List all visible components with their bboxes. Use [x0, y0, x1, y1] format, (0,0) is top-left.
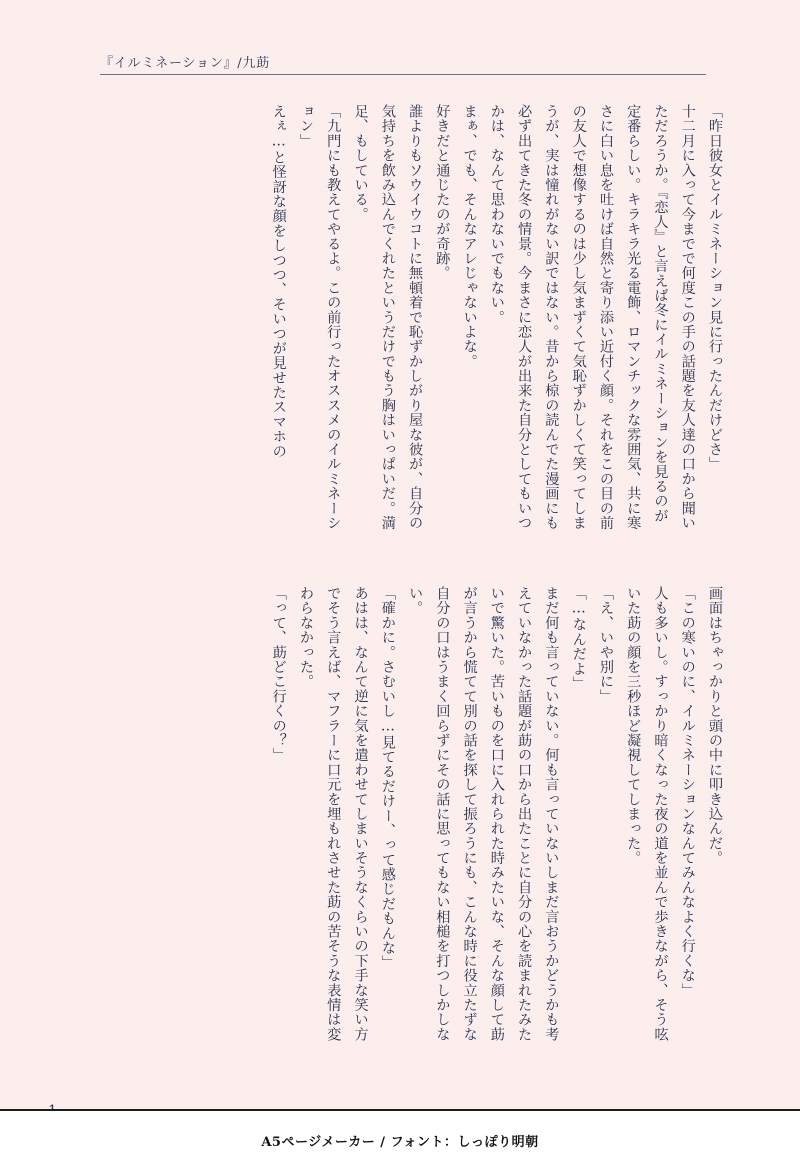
header-divider: [100, 74, 706, 75]
footer-divider: [0, 1109, 800, 1111]
paragraph: 「って、莇どこ行くの？」: [270, 586, 287, 763]
paragraph: 「…なんだよ」: [570, 586, 587, 691]
paragraph: まぁ、でも、そんなアレじゃないよな。: [461, 104, 478, 369]
paragraph: えぇ…と怪訝な顔をしつつ、そいつが見せたスマホの: [270, 104, 287, 459]
page-footer: [0, 1109, 800, 1171]
paragraph: 「昨日彼女とイルミネーション見に行ったんだけどさ」: [707, 104, 723, 472]
paragraph: 「この寒いのに、イルミネーションなんてみんなよく行くな」: [679, 586, 696, 998]
page-body: [72, 86, 728, 1041]
paragraph: 好きだと通じたのが奇跡。: [434, 104, 451, 281]
paragraph: 「確かに。さむいし…見てるだけー、って感じだもんな」: [379, 586, 396, 970]
paragraph: 誰よりもソウイウコトに無頓着で恥ずかしがり屋な彼が、自分の気持ちを飲み込んでくれたというだけでもう胸はいっぱいだ。満足、もしている。: [352, 104, 424, 531]
paragraph: 「九門にも教えてやるよ。この前行ったオススメのイルミネーション」: [298, 104, 342, 531]
paragraph: 十二月に入って今までで何度この手の話題を友人達の口から聞いただろうか。『恋人』と言えば冬にイルミネーションを見るのが定番らしい。キラキラ光る電飾、ロマンチックな雰囲気、共に寒さに白い息を吐けば自然と寄り添い近付く顔。それをこの目の前の友人で想像するのは少し気まずくて気恥ずかしくて笑ってしまうが、実は憧れがない訳ではない。昔から椋の読んでた漫画にも必ず出てきた冬の情景。今まさに恋人が出来た自分としてもいつかは、なんて思わないでもない。: [488, 104, 696, 531]
paragraph: あはは、なんて逆に気を遣わせてしまいそうなくらいの下手な笑い方でそう言えば、マフラーに口元を埋もれさせた莇の苦そうな表情は変わらなかった。: [298, 586, 369, 1042]
footer-credit: A5ページメーカー / フォント：しっぽり明朝: [261, 1134, 539, 1150]
text-section-bottom: [72, 586, 728, 1066]
page-header-title: 『イルミネーション』/九莇: [100, 56, 271, 71]
paragraph: 「え、いや別に」: [597, 586, 614, 704]
paragraph: まだ何も言っていない。何も言っていないしまだ言おうかどうかも考えていなかった話題が莇の口から出たことに自分の心を読まれたみたいで驚いた。苦いものを口に入れられた時みたいな、そんな顔して莇が言うから慌てて別の話を探して振ろうにも、こんな時に役立たずな自分の口はうまく回らずにその話に思ってもない相槌を打つしかしない。: [407, 586, 560, 1042]
paragraph: 画面はちゃっかりと頭の中に叩き込んだ。: [707, 586, 723, 866]
paragraph: 人も多いし。すっかり暗くなった夜の道を並んで歩きながら、そう呟いた莇の顔を三秒ほど凝視してしまった。: [625, 586, 669, 1042]
text-section-top: [72, 104, 728, 534]
page-content-area: [52, 40, 748, 1081]
